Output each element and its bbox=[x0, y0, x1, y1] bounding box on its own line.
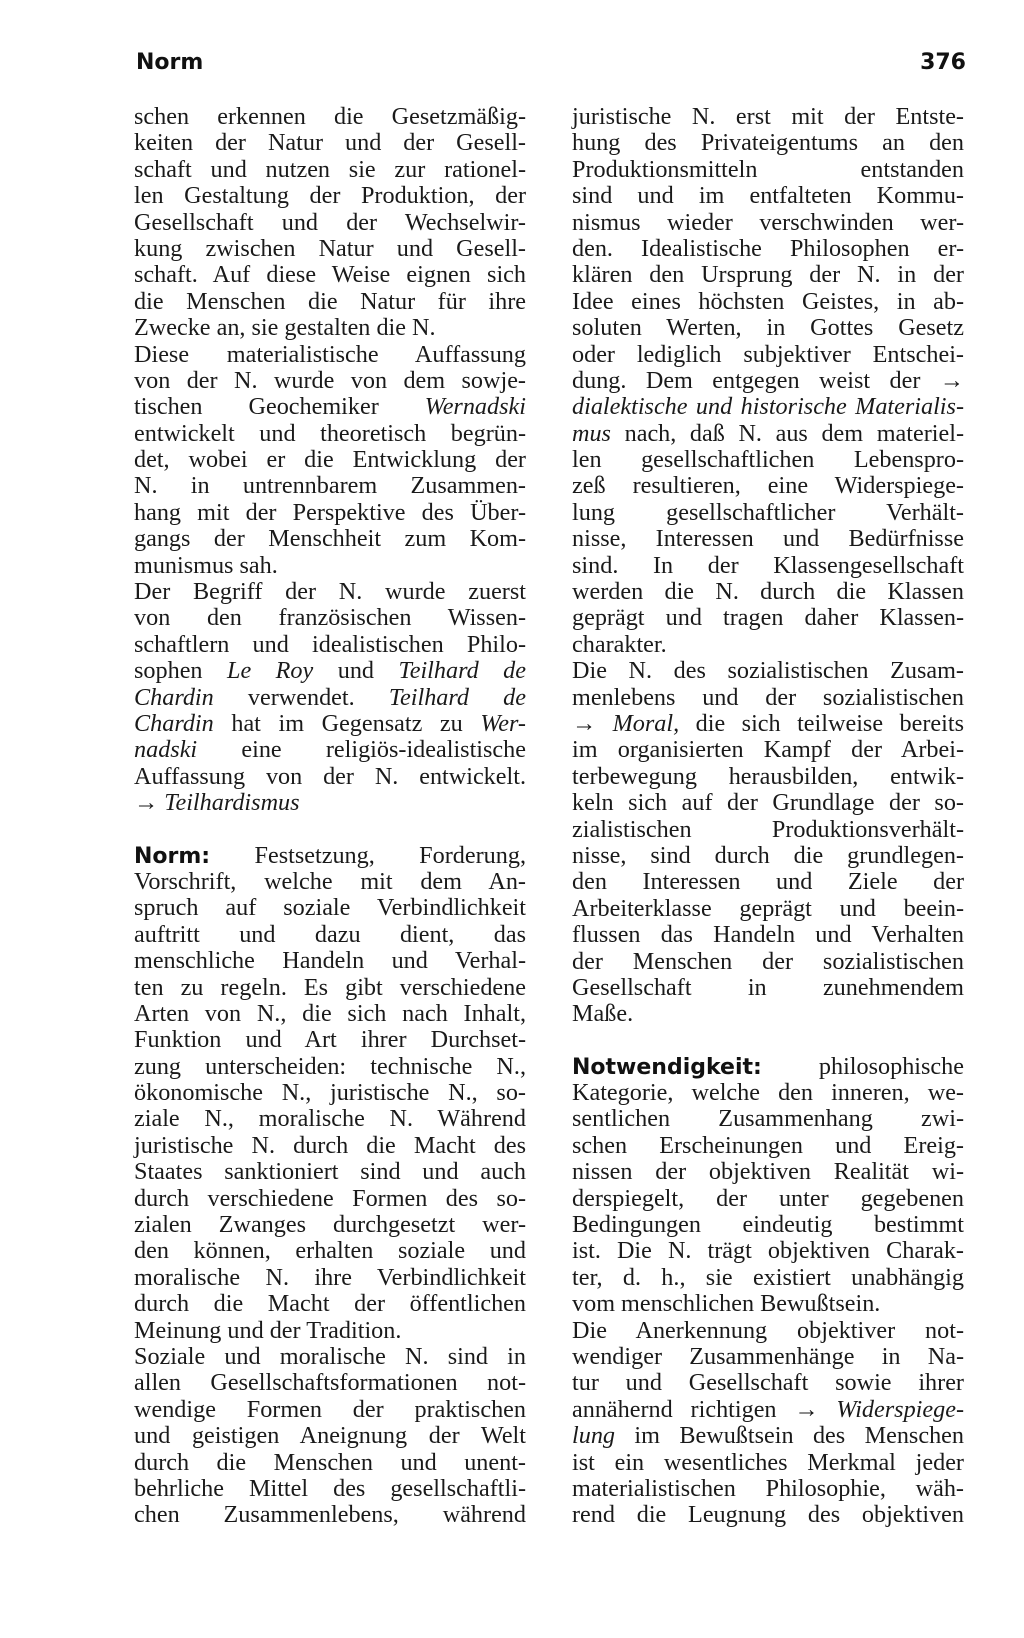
text-line bbox=[134, 711, 526, 737]
text-line: Produktionsmitteln entstanden bbox=[572, 155, 964, 183]
text-line: auftritt und dazu dient, das bbox=[134, 920, 526, 948]
text-line bbox=[134, 737, 526, 763]
text-line: sind. In der Klassengesellschaft bbox=[572, 551, 964, 579]
text-line: Die Anerkennung objektiver not- bbox=[572, 1316, 964, 1344]
text-line: nismus wieder verschwinden wer- bbox=[572, 208, 964, 236]
text-line: durch verschiedene Formen des so- bbox=[134, 1184, 526, 1212]
text-line: Kategorie, welche den inneren, we- bbox=[572, 1079, 964, 1107]
text-line: und geistigen Aneignung der Welt bbox=[134, 1422, 526, 1450]
paragraph bbox=[134, 1344, 526, 1529]
text-line: dung. Dem entgegen weist der → bbox=[572, 366, 964, 394]
text-line: vom menschlichen Bewußtsein. bbox=[572, 1290, 881, 1318]
text-line: soluten Werten, in Gottes Gesetz bbox=[572, 314, 964, 342]
text-line: Bedingungen eindeutig bestimmt bbox=[572, 1211, 964, 1239]
text-line: gangs der Menschheit zum Kom- bbox=[134, 525, 526, 553]
text-line: schaftlern und idealistischen Philo- bbox=[134, 630, 526, 658]
entry-term: Norm: bbox=[134, 843, 211, 869]
text-line: nisse, Interessen und Bedürfnisse bbox=[572, 525, 964, 553]
text-line: im organisierten Kampf der Arbei- bbox=[572, 736, 964, 764]
person-name: Chardin bbox=[134, 709, 214, 737]
cross-reference-widerspiegelung-end[interactable]: lung bbox=[572, 1422, 616, 1450]
person-name: Chardin bbox=[134, 683, 214, 711]
text-segment: eine religiös-idealistische bbox=[241, 736, 527, 764]
paragraph bbox=[134, 579, 526, 817]
person-name: nadski bbox=[134, 736, 198, 764]
cross-reference-teilhardismus[interactable]: → Teilhardismus bbox=[134, 789, 300, 817]
text-line: menlebens und der sozialistischen bbox=[572, 683, 964, 711]
text-line: Auffassung von der N. entwickelt. bbox=[134, 762, 526, 790]
text-segment: annähernd richtigen bbox=[572, 1395, 777, 1423]
text-line bbox=[572, 1397, 964, 1423]
entry-gap bbox=[134, 817, 526, 843]
cross-reference-moral[interactable]: → Moral, bbox=[572, 709, 680, 737]
text-line: allen Gesellschaftsformationen not- bbox=[134, 1369, 526, 1397]
text-segment: nach, daß N. aus dem materiel- bbox=[624, 419, 965, 447]
entry-gap bbox=[572, 1028, 964, 1054]
text-line: den. Idealistische Philosophen er- bbox=[572, 234, 964, 262]
running-head: Norm bbox=[136, 50, 204, 75]
text-line bbox=[134, 843, 526, 869]
page-number: 376 bbox=[920, 50, 966, 75]
paragraph-continuation bbox=[134, 104, 526, 579]
entry-norm bbox=[134, 843, 526, 1344]
cross-reference-widerspiegelung[interactable]: → Widerspiege- bbox=[794, 1395, 964, 1423]
paragraph bbox=[572, 658, 964, 1027]
text-line: nisse, sind durch die grundlegen- bbox=[572, 841, 964, 869]
text-line: len gesellschaftlichen Lebenspro- bbox=[572, 446, 964, 474]
text-line: Diese materialistische Auffassung bbox=[134, 340, 526, 368]
text-line: Funktion und Art ihrer Durchset- bbox=[134, 1026, 526, 1054]
text-line: terbewegung herausbilden, entwik- bbox=[572, 762, 964, 790]
text-line: rend die Leugnung des objektiven bbox=[572, 1501, 964, 1529]
text-line bbox=[572, 1054, 964, 1080]
text-line: Der Begriff der N. wurde zuerst bbox=[134, 578, 526, 606]
text-line: Die N. des sozialistischen Zusam- bbox=[572, 657, 964, 685]
text-line: sentlichen Zusammenhang zwi- bbox=[572, 1105, 964, 1133]
text-line: ter, d. h., sie existiert unabhängig bbox=[572, 1263, 964, 1291]
text-line: von den französischen Wissen- bbox=[134, 604, 526, 632]
text-line: Staates sanktioniert sind und auch bbox=[134, 1158, 526, 1186]
text-line: durch die Menschen und unent- bbox=[134, 1448, 526, 1476]
text-line: ökonomische N., juristische N., so- bbox=[134, 1079, 526, 1107]
text-line: nissen der objektiven Realität wi- bbox=[572, 1158, 964, 1186]
text-line: wendige Formen der praktischen bbox=[134, 1395, 526, 1423]
text-line: zung unterscheiden: technische N., bbox=[134, 1052, 526, 1080]
text-line: ist. Die N. trägt objektiven Charak- bbox=[572, 1237, 964, 1265]
text-line bbox=[134, 658, 526, 684]
text-line: von der N. wurde von dem sowje- bbox=[134, 366, 526, 394]
text-line: moralische N. ihre Verbindlichkeit bbox=[134, 1263, 526, 1291]
person-name: Le Roy bbox=[227, 657, 314, 685]
text-line: spruch auf soziale Verbindlichkeit bbox=[134, 894, 526, 922]
text-segment: tischen Geochemiker bbox=[134, 393, 379, 421]
text-line: behrliche Mittel des gesellschaftli- bbox=[134, 1474, 526, 1502]
text-line: ten zu regeln. Es gibt verschiedene bbox=[134, 973, 526, 1001]
cross-reference-materialismus-end[interactable]: mus bbox=[572, 419, 611, 447]
paragraph bbox=[572, 1318, 964, 1529]
text-line: schen Erscheinungen und Ereig- bbox=[572, 1131, 964, 1159]
cross-reference-materialismus[interactable]: dialektische und historische Materialis- bbox=[572, 393, 964, 421]
text-line: juristische N. durch die Macht des bbox=[134, 1131, 526, 1159]
person-name: Teilhard de bbox=[398, 657, 526, 685]
text-segment: im Bewußtsein des Menschen bbox=[634, 1422, 965, 1450]
text-line: den Interessen und Ziele der bbox=[572, 868, 964, 896]
text-line: den können, erhalten soziale und bbox=[134, 1237, 526, 1265]
text-line: schaft und nutzen sie zur rationel- bbox=[134, 155, 526, 183]
text-line: die Menschen die Natur für ihre bbox=[134, 287, 526, 315]
text-line: juristische N. erst mit der Entste- bbox=[572, 103, 964, 130]
text-line: munismus sah. bbox=[134, 551, 278, 579]
text-line: charakter. bbox=[572, 630, 667, 658]
text-line: hung des Privateigentums an den bbox=[572, 129, 964, 157]
text-line: N. in untrennbarem Zusammen- bbox=[134, 472, 526, 500]
text-line: det, wobei er die Entwicklung der bbox=[134, 446, 526, 474]
text-line: Arbeiterklasse geprägt und beein- bbox=[572, 894, 964, 922]
person-name: Wer- bbox=[480, 709, 526, 737]
text-line: Zwecke an, sie gestalten die N. bbox=[134, 314, 436, 342]
text-line: menschliche Handeln und Verhal- bbox=[134, 947, 526, 975]
paragraph-continuation bbox=[572, 104, 964, 658]
text-line: ziale N., moralische N. Während bbox=[134, 1105, 526, 1133]
text-line: werden die N. durch die Klassen bbox=[572, 578, 964, 606]
text-segment: verwendet. bbox=[247, 683, 355, 711]
text-line: schaft. Auf diese Weise eignen sich bbox=[134, 261, 526, 289]
text-segment: hat im Gegensatz zu bbox=[231, 709, 463, 737]
text-line: der Menschen der sozialistischen bbox=[572, 947, 964, 975]
left-column bbox=[134, 104, 526, 1529]
text-line: len Gestaltung der Produktion, der bbox=[134, 182, 526, 210]
text-segment: Festsetzung, Forderung, bbox=[254, 841, 526, 869]
text-line: entwickelt und theoretisch begrün- bbox=[134, 419, 526, 447]
text-line: hang mit der Perspektive des Über- bbox=[134, 498, 526, 526]
text-line: lung gesellschaftlicher Verhält- bbox=[572, 498, 964, 526]
text-line bbox=[134, 394, 526, 420]
text-line: Gesellschaft und der Wechselwir- bbox=[134, 208, 526, 236]
text-line: zialistischen Produktionsverhält- bbox=[572, 815, 964, 843]
entry-notwendigkeit bbox=[572, 1054, 964, 1318]
text-line: kung zwischen Natur und Gesell- bbox=[134, 234, 526, 262]
text-line bbox=[134, 685, 526, 711]
text-segment: sophen bbox=[134, 657, 203, 685]
text-line: Maße. bbox=[572, 1000, 634, 1028]
person-name: Wernadski bbox=[424, 393, 526, 421]
text-line: Soziale und moralische N. sind in bbox=[134, 1342, 526, 1370]
text-line: zialen Zwanges durchgesetzt wer- bbox=[134, 1211, 526, 1239]
text-line: sind und im entfalteten Kommu- bbox=[572, 182, 964, 210]
text-line: chen Zusammenlebens, während bbox=[134, 1501, 526, 1529]
text-line: wendiger Zusammenhänge in Na- bbox=[572, 1342, 964, 1370]
text-line: Idee eines höchsten Geistes, in ab- bbox=[572, 287, 964, 315]
text-line: oder lediglich subjektiver Entschei- bbox=[572, 340, 964, 368]
text-line bbox=[572, 1423, 964, 1449]
text-line: Meinung und der Tradition. bbox=[134, 1316, 402, 1344]
text-line: keiten der Natur und der Gesell- bbox=[134, 129, 526, 157]
text-line bbox=[572, 711, 964, 737]
text-line bbox=[572, 421, 964, 447]
text-line: materialistischen Philosophie, wäh- bbox=[572, 1474, 964, 1502]
text-line: schen erkennen die Gesetzmäßig- bbox=[134, 103, 526, 130]
right-column bbox=[572, 104, 964, 1529]
text-line: keln sich auf der Grundlage der so- bbox=[572, 789, 964, 817]
text-line: durch die Macht der öffentlichen bbox=[134, 1290, 526, 1318]
text-line: tur und Gesellschaft sowie ihrer bbox=[572, 1369, 964, 1397]
text-segment: philosophische bbox=[818, 1052, 964, 1080]
text-line: klären den Ursprung der N. in der bbox=[572, 261, 964, 289]
entry-term: Notwendigkeit: bbox=[572, 1054, 762, 1080]
text-line: derspiegelt, der unter gegebenen bbox=[572, 1184, 964, 1212]
text-line: flussen das Handeln und Verhalten bbox=[572, 921, 964, 949]
person-name: Teilhard de bbox=[388, 683, 526, 711]
text-segment: und bbox=[337, 657, 375, 685]
text-segment: die sich teilweise bereits bbox=[695, 709, 964, 737]
text-line: geprägt und tragen daher Klassen- bbox=[572, 604, 964, 632]
text-line: ist ein wesentliches Merkmal jeder bbox=[572, 1448, 964, 1476]
text-line: Vorschrift, welche mit dem An- bbox=[134, 867, 526, 895]
text-line: Gesellschaft in zunehmendem bbox=[572, 973, 964, 1001]
text-line: zeß resultieren, eine Widerspiege- bbox=[572, 472, 964, 500]
text-line: Arten von N., die sich nach Inhalt, bbox=[134, 999, 526, 1027]
